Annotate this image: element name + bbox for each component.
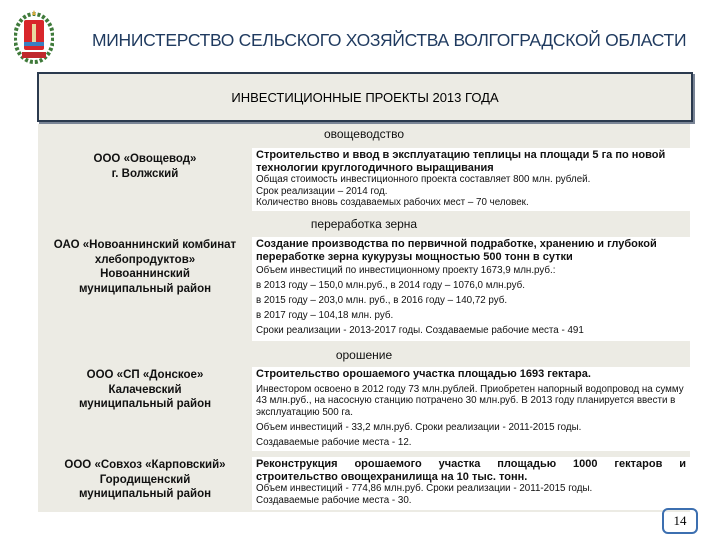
project-heading: Строительство и ввод в эксплуатацию теплицы на площади 5 га по новой технологии круглогодичного выращивания	[256, 149, 666, 174]
project-description: Реконструкция орошаемого участка площадью 1000 гектаров и строительство овощехранилища на 10 тыс. тонн. Объем инвестиций - 774,86 млн.руб. Сроки реализации - 2011-2015 годы. Создаваемые рабочие места - 30.	[252, 457, 690, 510]
page-number: 14	[662, 508, 698, 534]
project-description: Строительство орошаемого участка площадью 1693 гектара. Инвестором освоено в 2012 году 73 млн.рублей. Приобретен напорный водопровод на сумму 43 млн.руб., на насосную станцию потрачено 30 млн.руб. В 2013 году планируется ввести в эксплуатацию 500 га. Объем инвестиций - 33,2 млн.руб. Сроки реализации - 2011-2015 годы. Создаваемые рабочие места - 12.	[252, 367, 690, 451]
ministry-title: МИНИСТЕРСТВО СЕЛЬСКОГО ХОЗЯЙСТВА ВОЛГОГРАДСКОЙ ОБЛАСТИ	[92, 30, 687, 50]
coat-of-arms-emblem	[14, 8, 54, 64]
organization-name: ОАО «Новоаннинский комбинат хлебопродуктов» Новоаннинский муниципальный район	[53, 239, 237, 295]
category-header: орошение	[335, 348, 393, 362]
project-description: Создание производства по первичной подработке, хранению и глубокой переработке зерна кукурузы мощностью 500 тонн в сутки Объем инвестиций по инвестиционному проекту 1673,9 млн.руб.: в 2013 году – 150,0 млн.руб., в 2014 году – 1076,0 млн.руб. в 2015 году – 203,0 млн. руб., в 2016 году – 140,72 руб. в 2017 году – 104,18 млн. руб. Сроки реализации - 2013-2017 годы. Создаваемые рабочие места - 491	[252, 237, 690, 341]
organization-name: ООО «Овощевод» г. Волжский	[93, 153, 197, 180]
category-header: овощеводство	[323, 127, 405, 141]
slide-title: ИНВЕСТИЦИОННЫЕ ПРОЕКТЫ 2013 ГОДА	[37, 72, 693, 122]
project-description: Строительство и ввод в эксплуатацию теплицы на площади 5 га по новой технологии круглогодичного выращивания Общая стоимость инвестиционного проекта составляет 800 млн. рублей. Срок реализации – 2014 год. Количество вновь создаваемых рабочих мест – 70 человек.	[252, 148, 690, 211]
organization-name: ООО «Совхоз «Карповский» Городищенский муниципальный район	[64, 459, 226, 500]
project-heading: Создание производства по первичной подработке, хранению и глубокой переработке зерна кукурузы мощностью 500 тонн в сутки	[256, 238, 657, 263]
project-heading: Реконструкция орошаемого участка площадью 1000 гектаров и строительство овощехранилища на 10 тыс. тонн.	[256, 458, 686, 483]
projects-table	[38, 124, 690, 512]
project-heading: Строительство орошаемого участка площадью 1693 гектара.	[256, 368, 591, 380]
category-header: переработка зерна	[310, 217, 418, 231]
organization-name: ООО «СП «Донское» Калачевский муниципальный район	[78, 369, 212, 410]
